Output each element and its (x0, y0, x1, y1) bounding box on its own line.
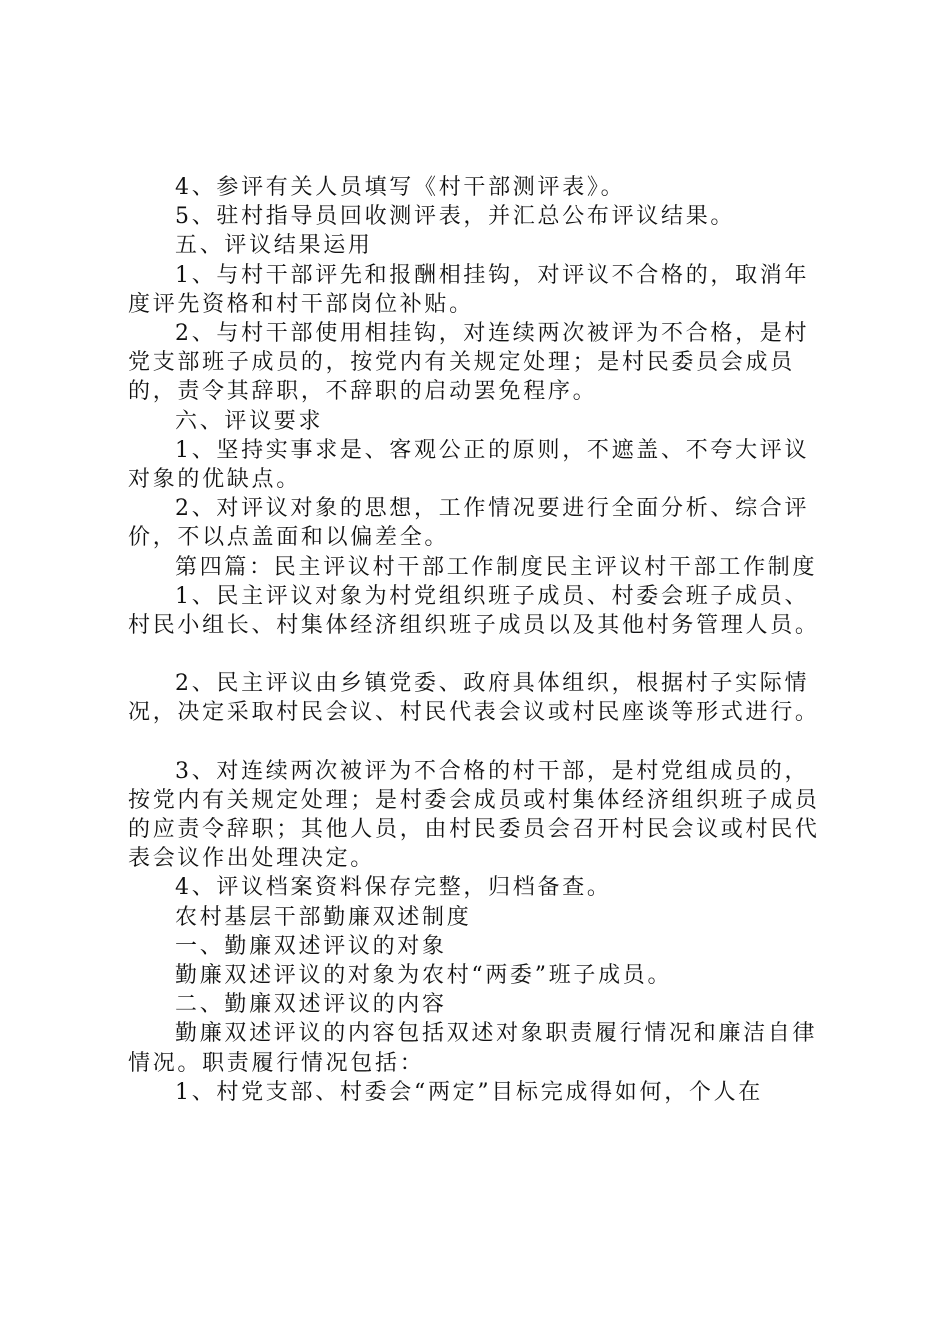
paragraph: 2、民主评议由乡镇党委、政府具体组织，根据村子实际情况，决定采取村民会议、村民代表会议或村民座谈等形式进行。 (128, 671, 820, 726)
paragraph: 勤廉双述评议的内容包括双述对象职责履行情况和廉洁自律情况。职责履行情况包括： (128, 1021, 818, 1076)
paragraph: 2、与村干部使用相挂钩，对连续两次被评为不合格，是村党支部班子成员的，按党内有关规定处理；是村民委员会成员的，责令其辞职，不辞职的启动罢免程序。 (128, 321, 810, 405)
section-heading: 二、勤廉双述评议的内容 (175, 992, 447, 1018)
chapter-heading: 第四篇：民主评议村干部工作制度民主评议村干部工作制度 (175, 554, 818, 580)
paragraph: 5、驻村指导员回收测评表，并汇总公布评议结果。 (175, 204, 736, 230)
section-heading: 六、评议要求 (175, 408, 324, 434)
paragraph: 1、与村干部评先和报酬相挂钩，对评议不合格的，取消年度评先资格和村干部岗位补贴。 (128, 262, 810, 317)
paragraph: 4、评议档案资料保存完整，归档备查。 (175, 875, 612, 901)
paragraph: 2、对评议对象的思想，工作情况要进行全面分析、综合评价，不以点盖面和以偏差全。 (128, 496, 810, 551)
section-title: 农村基层干部勤廉双述制度 (175, 904, 472, 930)
paragraph: 4、参评有关人员填写《村干部测评表》。 (175, 175, 626, 200)
paragraph: 1、坚持实事求是、客观公正的原则，不遮盖、不夸大评议对象的优缺点。 (128, 437, 810, 493)
section-heading: 一、勤廉双述评议的对象 (175, 933, 447, 959)
section-heading: 五、评议结果运用 (175, 233, 373, 259)
paragraph: 1、民主评议对象为村党组织班子成员、村委会班子成员、村民小组长、村集体经济组织班子成员以及其他村务管理人员。 (128, 583, 820, 639)
document-body (128, 173, 828, 1107)
paragraph: 勤廉双述评议的对象为农村“两委”班子成员。 (175, 963, 673, 989)
paragraph: 3、对连续两次被评为不合格的村干部，是村党组成员的，按党内有关规定处理；是村委会成员或村集体经济组织班子成员的应责令辞职；其他人员，由村民委员会召开村民会议或村民代表会议作出处理决定。 (128, 758, 820, 872)
paragraph: 1、村党支部、村委会“两定”目标完成得如何，个人在 (175, 1079, 763, 1105)
